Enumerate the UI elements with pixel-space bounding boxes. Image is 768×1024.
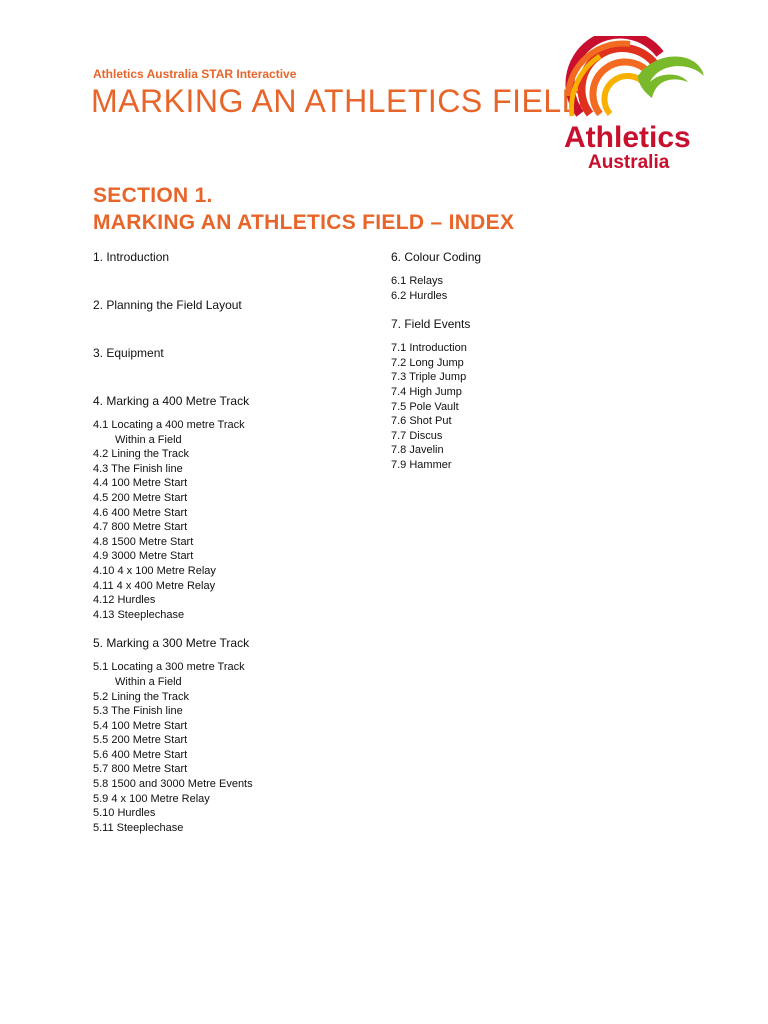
index-entry <box>93 298 363 313</box>
section-number: SECTION 1. <box>93 184 213 207</box>
index-item[interactable]: 5.8 1500 and 3000 Metre Events <box>93 778 253 791</box>
index-item[interactable]: 4.10 4 x 100 Metre Relay <box>93 564 216 577</box>
index-sublist <box>93 660 363 835</box>
index-heading[interactable]: 4. Marking a 400 Metre Track <box>93 394 250 408</box>
index-item[interactable]: 5.9 4 x 100 Metre Relay <box>93 792 210 805</box>
index-item[interactable]: 4.3 The Finish line <box>93 462 183 475</box>
index-item[interactable]: 5.10 Hurdles <box>93 807 156 820</box>
index-entry <box>93 636 363 835</box>
header-kicker: Athletics Australia STAR Interactive <box>93 67 297 81</box>
index-item[interactable]: 5.3 The Finish line <box>93 705 183 718</box>
index-item[interactable]: Within a Field <box>115 433 182 446</box>
svg-text:Australia: Australia <box>588 152 670 173</box>
section-title: MARKING AN ATHLETICS FIELD – INDEX <box>93 211 515 234</box>
index-heading[interactable]: 5. Marking a 300 Metre Track <box>93 636 250 651</box>
index-item[interactable]: 7.8 Javelin <box>391 444 444 457</box>
index-item[interactable]: 4.2 Lining the Track <box>93 448 190 461</box>
index-item[interactable]: 7.6 Shot Put <box>391 415 452 428</box>
index-item[interactable]: 6.2 Hurdles <box>391 289 448 302</box>
index-item[interactable]: 4.12 Hurdles <box>93 594 156 607</box>
index-item[interactable]: 7.1 Introduction <box>391 342 467 355</box>
index-entry <box>93 346 363 361</box>
index-item[interactable]: 4.8 1500 Metre Start <box>93 535 194 548</box>
index-item[interactable]: 7.5 Pole Vault <box>391 400 459 413</box>
index-item[interactable]: 5.5 200 Metre Start <box>93 734 188 747</box>
index-heading[interactable]: 7. Field Events <box>391 317 471 332</box>
index-item[interactable]: 7.3 Triple Jump <box>391 371 467 384</box>
index-heading[interactable]: 2. Planning the Field Layout <box>93 298 242 312</box>
index-item[interactable]: 5.6 400 Metre Start <box>93 748 188 761</box>
index-item[interactable]: 7.9 Hammer <box>391 458 452 471</box>
index-entry <box>93 394 363 622</box>
index-item[interactable]: 4.9 3000 Metre Start <box>93 550 194 563</box>
index-item[interactable]: 7.4 High Jump <box>391 385 462 398</box>
index-item[interactable]: 5.2 Lining the Track <box>93 690 190 703</box>
index-heading[interactable]: 1. Introduction <box>93 250 170 264</box>
page-title: MARKING AN ATHLETICS FIELD <box>91 83 586 119</box>
athletics-australia-logo <box>560 36 710 176</box>
index-sublist <box>391 274 661 303</box>
index-item[interactable]: 4.11 4 x 400 Metre Relay <box>93 579 216 592</box>
index-item[interactable]: Within a Field <box>115 675 182 688</box>
index-item[interactable]: 5.7 800 Metre Start <box>93 763 188 776</box>
index-item[interactable]: 7.7 Discus <box>391 429 443 442</box>
index-item[interactable]: 7.2 Long Jump <box>391 356 464 369</box>
index-entry <box>391 250 661 303</box>
index-item[interactable]: 5.1 Locating a 300 metre Track <box>93 661 245 674</box>
index-heading[interactable]: 6. Colour Coding <box>391 250 482 264</box>
index-entry <box>391 317 661 472</box>
index-sublist <box>391 341 661 472</box>
index-item[interactable]: 4.5 200 Metre Start <box>93 491 188 504</box>
index-item[interactable]: 4.7 800 Metre Start <box>93 521 188 534</box>
index-item[interactable]: 4.6 400 Metre Start <box>93 506 188 519</box>
index-item[interactable]: 4.1 Locating a 400 metre Track <box>93 419 245 431</box>
index-right-column <box>391 250 661 473</box>
index-sublist <box>93 418 363 622</box>
logo-mark-icon <box>560 36 710 176</box>
index-item[interactable]: 6.1 Relays <box>391 275 443 287</box>
index-item[interactable]: 4.13 Steeplechase <box>93 608 185 621</box>
index-item[interactable]: 5.4 100 Metre Start <box>93 719 188 732</box>
index-entry <box>93 250 363 265</box>
svg-text:Athletics: Athletics <box>564 121 691 154</box>
index-item[interactable]: 4.4 100 Metre Start <box>93 477 188 490</box>
section-heading <box>93 182 514 236</box>
index-heading[interactable]: 3. Equipment <box>93 346 164 360</box>
index-item[interactable]: 5.11 Steeplechase <box>93 821 184 834</box>
index-left-column <box>93 250 363 835</box>
